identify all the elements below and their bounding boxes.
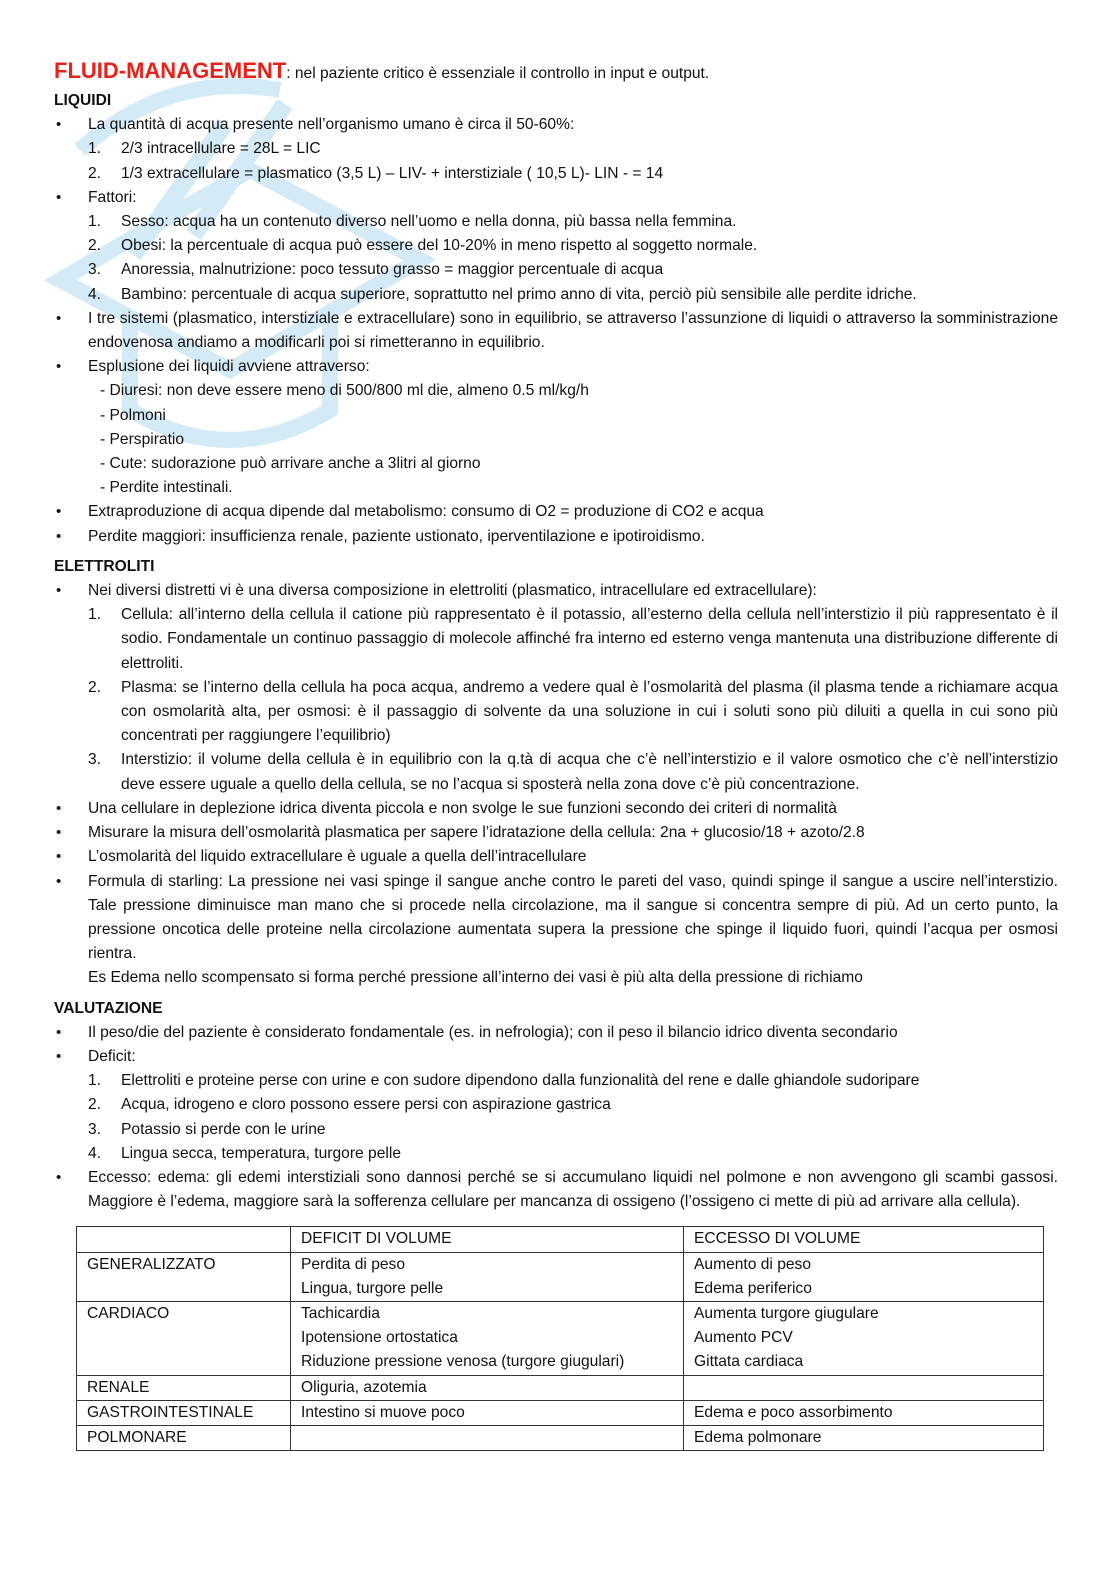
numbered-item: 1. Sesso: acqua ha un contenuto diverso nell’uomo e nella donna, più bassa nella femmina. xyxy=(88,213,737,231)
page-title: FLUID-MANAGEMENT xyxy=(54,58,287,83)
list-item: • Deficit: 1. Elettroliti e proteine perse con urine e con sudore dipendono dalla funzionalità del rene e dalle ghiandole sudoripare 2. Acqua, idrogeno e cloro possono essere persi con aspirazione gastrica 3. Potassio si perde con le urine 4. Lingua secca, temperatura, turgore pelle xyxy=(54,1045,1058,1166)
list-item: • Nei diversi distretti vi è una diversa composizione in elettroliti (plasmatico, intracellulare ed extracellulare): 1. Cellula: all’interno della cellula il catione più rappresentato è il potassio, all’esterno della cellula nell’interstizio il più rappresentato è il sodio. Fondamentale un continuo passaggio di molecole affinché fra interno ed esterno venga mantenuta una distribuzione differente di elettroliti. 2. Plasma: se l’interno della cellula ha poca acqua, andremo a vedere qual è l’osmolarità del plasma (il plasma tende a richiamare acqua con osmolarità alta, per osmosi: è il passaggio di solvente da una soluzione in cui i soluti sono più diluiti a quella in cui sono più concentrati per raggiungere l’equilibrio) 3. Interstizio: il volume della cellula è in equilibrio con la q.tà di acqua che c’è nell’interstizio e il valore osmotico che c’è nell’interstizio deve essere uguale a quello della cellula, se no l’acqua si sposterà nella zona dove c’è più concentrazione. xyxy=(54,579,1058,797)
table-cell-category: GENERALIZZATO xyxy=(77,1252,291,1301)
list-item: • La quantità di acqua presente nell’organismo umano è circa il 50-60%: 1. 2/3 intracellulare = 28L = LIC 2. 1/3 extracellulare = plasmatico (3,5 L) – LIV- + interstiziale ( 10,5 L)- LIN - = 14 xyxy=(54,113,1058,186)
document-page xyxy=(54,56,1058,1451)
table-cell-deficit xyxy=(291,1425,684,1450)
volume-comparison-table xyxy=(76,1226,1044,1451)
list-item: • I tre sistemi (plasmatico, interstiziale e extracellulare) sono in equilibrio, se attraverso l’assunzione di liquidi o attraverso la somministrazione endovenosa andiamo a modificarli poi si rimetteranno in equilibrio. xyxy=(54,307,1058,355)
table-row xyxy=(77,1425,1044,1450)
numbered-item: 1. Elettroliti e proteine perse con urine e con sudore dipendono dalla funzionalità del rene e dalle ghiandole sudoripare xyxy=(88,1072,920,1090)
table-row xyxy=(77,1301,1044,1375)
list-item: • Eccesso: edema: gli edemi interstiziali sono dannosi perché se si accumulano liquidi nel polmone e non avvengono gli scambi gassosi. Maggiore è l’edema, maggiore sarà la sofferenza cellulare per mancanza di ossigeno (l’ossigeno ci mette di più ad arrivare alla cellula). xyxy=(54,1166,1058,1214)
numbered-item: 1. 2/3 intracellulare = 28L = LIC xyxy=(88,140,321,158)
table-cell-category: RENALE xyxy=(77,1375,291,1400)
table-cell-deficit: Perdita di peso Lingua, turgore pelle xyxy=(291,1252,684,1301)
table-cell-eccesso: Aumento di peso Edema periferico xyxy=(684,1252,1044,1301)
liquidi-list xyxy=(54,113,1058,549)
numbered-item: 1. Cellula: all’interno della cellula il catione più rappresentato è il potassio, all’esterno della cellula nell’interstizio il più rappresentato è il sodio. Fondamentale un continuo passaggio di molecole affinché fra interno ed esterno venga mantenuta una distribuzione differente di elettroliti. xyxy=(88,606,1058,672)
table-row xyxy=(77,1400,1044,1425)
elettroliti-list xyxy=(54,579,1058,990)
list-item: • Perdite maggiori: insufficienza renale, paziente ustionato, iperventilazione e ipotiroidismo. xyxy=(54,525,1058,549)
list-item: • Il peso/die del paziente è considerato fondamentale (es. in nefrologia); con il peso il bilancio idrico diventa secondario xyxy=(54,1021,1058,1045)
table-cell-deficit: Tachicardia Ipotensione ortostatica Riduzione pressione venosa (turgore giugulari) xyxy=(291,1301,684,1375)
table-cell-category: POLMONARE xyxy=(77,1425,291,1450)
section-heading-valutazione: VALUTAZIONE xyxy=(54,999,163,1017)
numbered-item: 2. Plasma: se l’interno della cellula ha poca acqua, andremo a vedere qual è l’osmolarità del plasma (il plasma tende a richiamare acqua con osmolarità alta, per osmosi: è il passaggio di solvente da una soluzione in cui i soluti sono più diluiti a quella in cui sono più concentrati per raggiungere l’equilibrio) xyxy=(88,678,1058,745)
table-cell-deficit: Oliguria, azotemia xyxy=(291,1375,684,1400)
table-row xyxy=(77,1375,1044,1400)
example-note: Es Edema nello scompensato si forma perché pressione all’interno dei vasi è più alta della pressione di richiamo xyxy=(88,969,863,987)
list-item: • Una cellulare in deplezione idrica diventa piccola e non svolge le sue funzioni secondo dei criteri di normalità xyxy=(54,797,1058,821)
numbered-item: 2. 1/3 extracellulare = plasmatico (3,5 L) – LIV- + interstiziale ( 10,5 L)- LIN - = 14 xyxy=(88,164,664,182)
section-heading-liquidi: LIQUIDI xyxy=(54,92,112,109)
numbered-item: 2. Acqua, idrogeno e cloro possono essere persi con aspirazione gastrica xyxy=(88,1096,611,1114)
valutazione-list xyxy=(54,1021,1058,1215)
list-item: • Esplusione dei liquidi avviene attraverso: - Diuresi: non deve essere meno di 500/800 ml die, almeno 0.5 ml/kg/h - Polmoni - Perspiratio - Cute: sudorazione può arrivare anche a 3litri al giorno - Perdite intestinali. xyxy=(54,355,1058,500)
table-header-cell: ECCESSO DI VOLUME xyxy=(684,1227,1044,1252)
list-item: • Fattori: 1. Sesso: acqua ha un contenuto diverso nell’uomo e nella donna, più bassa nella femmina. 2. Obesi: la percentuale di acqua può essere del 10-20% in meno rispetto al soggetto normale. 3. Anoressia, malnutrizione: poco tessuto grasso = maggior percentuale di acqua 4. Bambino: percentuale di acqua superiore, soprattutto nel primo anno di vita, perciò più sensibile alle perdite idriche. xyxy=(54,186,1058,307)
table-header-cell: DEFICIT DI VOLUME xyxy=(291,1227,684,1252)
section-heading-elettroliti: ELETTROLITI xyxy=(54,557,155,575)
dash-item: - Perspiratio xyxy=(100,428,1058,452)
table-cell-deficit: Intestino si muove poco xyxy=(291,1400,684,1425)
numbered-item: 3. Anoressia, malnutrizione: poco tessuto grasso = maggior percentuale di acqua xyxy=(88,261,664,279)
table-cell-eccesso xyxy=(684,1375,1044,1400)
dash-item: - Diuresi: non deve essere meno di 500/800 ml die, almeno 0.5 ml/kg/h xyxy=(100,379,1058,403)
numbered-item: 3. Interstizio: il volume della cellula è in equilibrio con la q.tà di acqua che c’è nell’interstizio e il valore osmotico che c’è nell’interstizio deve essere uguale a quello della cellula, se no l’acqua si sposterà nella zona dove c’è più concentrazione. xyxy=(88,751,1058,793)
table-cell-eccesso: Aumenta turgore giugulare Aumento PCV Gittata cardiaca xyxy=(684,1301,1044,1375)
numbered-item: 4. Bambino: percentuale di acqua superiore, soprattutto nel primo anno di vita, perciò più sensibile alle perdite idriche. xyxy=(88,285,917,303)
table-cell-eccesso: Edema polmonare xyxy=(684,1425,1044,1450)
table-cell-category: CARDIACO xyxy=(77,1301,291,1375)
list-item: • L’osmolarità del liquido extracellulare è uguale a quella dell’intracellulare xyxy=(54,845,1058,869)
list-item: • Formula di starling: La pressione nei vasi spinge il sangue anche contro le pareti del vaso, quindi spinge il sangue a uscire nell’interstizio. Tale pressione diminuisce man mano che si procede nella circolazione, ma il sangue si concentra sempre di più. Ad un certo punto, la pressione oncotica delle proteine nella circolazione aumentata supera la pressione che spinge il liquido fuori, quindi l’acqua per osmosi rientra. Es Edema nello scompensato si forma perché pressione all’interno dei vasi è più alta della pressione di richiamo xyxy=(54,870,1058,991)
list-item: • Misurare la misura dell’osmolarità plasmatica per sapere l’idratazione della cellula: 2na + glucosio/18 + azoto/2.8 xyxy=(54,821,1058,845)
dash-item: - Polmoni xyxy=(100,404,1058,428)
title-line xyxy=(54,56,1058,89)
table-cell-eccesso: Edema e poco assorbimento xyxy=(684,1400,1044,1425)
numbered-item: 4. Lingua secca, temperatura, turgore pelle xyxy=(88,1144,401,1162)
dash-item: - Perdite intestinali. xyxy=(100,476,1058,500)
title-subtitle: : nel paziente critico è essenziale il controllo in input e output. xyxy=(286,65,710,82)
table-header-row xyxy=(77,1227,1044,1252)
table-row xyxy=(77,1252,1044,1301)
numbered-item: 2. Obesi: la percentuale di acqua può essere del 10-20% in meno rispetto al soggetto normale. xyxy=(88,237,758,255)
numbered-item: 3. Potassio si perde con le urine xyxy=(88,1120,326,1138)
list-item: • Extraproduzione di acqua dipende dal metabolismo: consumo di O2 = produzione di CO2 e acqua xyxy=(54,500,1058,524)
table-cell-category: GASTROINTESTINALE xyxy=(77,1400,291,1425)
dash-item: - Cute: sudorazione può arrivare anche a 3litri al giorno xyxy=(100,452,1058,476)
table-header-cell xyxy=(77,1227,291,1252)
